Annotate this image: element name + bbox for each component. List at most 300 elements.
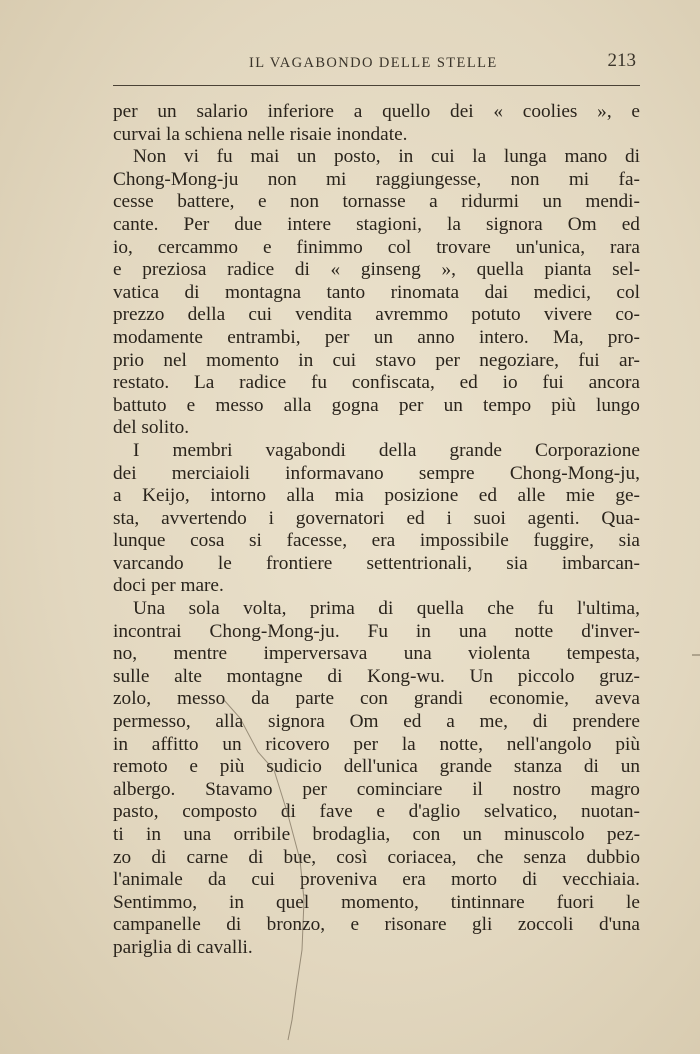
word: proveniva bbox=[300, 869, 378, 891]
word: zolo, bbox=[113, 688, 152, 710]
text-line bbox=[113, 869, 640, 892]
word: io, bbox=[113, 236, 133, 258]
text-line bbox=[113, 395, 640, 418]
word: aveva bbox=[594, 688, 640, 710]
word: Corporazione bbox=[535, 439, 640, 461]
word: mie bbox=[565, 485, 595, 507]
word: economie, bbox=[489, 688, 569, 710]
word: notte, bbox=[439, 733, 483, 755]
word: fuori bbox=[556, 891, 595, 913]
word: mano bbox=[564, 146, 608, 168]
text-line bbox=[113, 575, 640, 598]
word: montagne bbox=[226, 665, 303, 687]
text-line bbox=[113, 688, 640, 711]
word: fuggire, bbox=[533, 530, 594, 552]
word: una bbox=[183, 824, 212, 845]
word: vi bbox=[183, 146, 199, 168]
word: un bbox=[542, 191, 562, 213]
word: Chong-Mong-ju, bbox=[509, 462, 640, 484]
word: i bbox=[268, 507, 274, 529]
word: Fu bbox=[367, 620, 388, 642]
word: albergo. bbox=[113, 778, 176, 800]
text-line bbox=[113, 169, 640, 192]
text-line bbox=[113, 508, 640, 531]
word: cercammo bbox=[157, 236, 239, 258]
word: intero. bbox=[478, 326, 529, 348]
word: di bbox=[226, 914, 242, 936]
word: Kong-wu. bbox=[367, 665, 445, 687]
word: lunque bbox=[113, 530, 166, 552]
text-line bbox=[113, 237, 640, 260]
word: intorno bbox=[210, 485, 266, 507]
word: pasto, bbox=[113, 801, 159, 823]
word: brodaglia, bbox=[312, 824, 391, 845]
word: più bbox=[615, 733, 640, 755]
word: mai bbox=[250, 146, 280, 168]
word: Un bbox=[469, 665, 494, 687]
word: a bbox=[113, 485, 122, 507]
word: risonare bbox=[384, 914, 447, 936]
word: una bbox=[403, 643, 432, 665]
word: cui bbox=[431, 146, 455, 168]
word: e bbox=[262, 236, 272, 258]
word: radice bbox=[227, 259, 275, 281]
word: d'inver- bbox=[581, 620, 640, 642]
word: per bbox=[435, 349, 460, 371]
text-line bbox=[113, 485, 640, 508]
word: tanto bbox=[326, 281, 366, 303]
word: ge- bbox=[615, 485, 640, 507]
text-line bbox=[113, 372, 640, 395]
word: quel bbox=[276, 891, 310, 913]
word: fui bbox=[542, 372, 564, 394]
word: fa- bbox=[618, 168, 640, 190]
word: per bbox=[353, 733, 379, 755]
text-line bbox=[113, 350, 640, 373]
word: vendita bbox=[295, 304, 352, 326]
word: parte bbox=[295, 688, 335, 710]
word: La bbox=[194, 372, 215, 394]
text-line bbox=[113, 756, 640, 779]
word: Ma, bbox=[553, 326, 584, 348]
word: radice bbox=[239, 372, 287, 394]
word: e bbox=[113, 259, 122, 281]
word: varcando bbox=[113, 552, 184, 574]
word: ed bbox=[478, 485, 497, 507]
text-line bbox=[113, 937, 640, 960]
word: frontiere bbox=[265, 552, 333, 574]
word: ginseng bbox=[360, 259, 421, 281]
word: informavano bbox=[285, 462, 384, 484]
word: Om bbox=[567, 213, 597, 235]
text-line bbox=[113, 214, 640, 237]
word: nuotan- bbox=[581, 801, 640, 823]
word: pianta bbox=[544, 259, 592, 281]
word: sempre bbox=[418, 462, 475, 484]
word: tempo bbox=[482, 394, 532, 416]
word: più bbox=[551, 394, 576, 416]
word: di bbox=[294, 259, 310, 281]
word: stavo bbox=[375, 349, 417, 371]
word: io bbox=[502, 372, 518, 394]
word: dell'unica bbox=[343, 756, 418, 778]
word: con bbox=[412, 824, 441, 845]
word: medici, bbox=[533, 281, 591, 303]
word: zo bbox=[113, 846, 132, 868]
word: affitto bbox=[151, 733, 199, 755]
text-line bbox=[113, 146, 640, 169]
word: vecchiaia. bbox=[562, 869, 640, 891]
word: della bbox=[378, 439, 417, 461]
word: dubbio bbox=[586, 846, 640, 868]
word: una bbox=[458, 620, 487, 642]
word: prendere bbox=[572, 711, 640, 733]
text-line bbox=[113, 282, 640, 305]
text-line bbox=[113, 711, 640, 734]
word: notte bbox=[514, 620, 554, 642]
word: in bbox=[398, 146, 414, 168]
word: cante. bbox=[113, 213, 159, 235]
text-line bbox=[113, 734, 640, 757]
word: di bbox=[583, 756, 599, 778]
text-line bbox=[113, 440, 640, 463]
word: signora bbox=[485, 213, 543, 235]
word: un bbox=[373, 326, 393, 348]
word: Qua- bbox=[601, 507, 640, 529]
running-title: IL VAGABONDO DELLE STELLE bbox=[249, 55, 498, 71]
word: vatica bbox=[113, 281, 160, 303]
text-line bbox=[113, 191, 640, 214]
word: », bbox=[597, 101, 612, 122]
word: fu bbox=[311, 372, 328, 394]
header-rule bbox=[113, 85, 640, 86]
word: tintinnare bbox=[450, 891, 525, 913]
word: coriacea, bbox=[387, 846, 457, 868]
word: un bbox=[443, 394, 463, 416]
word: mendi- bbox=[585, 191, 640, 213]
word: la bbox=[472, 146, 487, 168]
word: da bbox=[251, 688, 270, 710]
word: co- bbox=[615, 304, 640, 326]
word: imperversava bbox=[263, 643, 368, 665]
word: un bbox=[222, 733, 242, 755]
word: rinomata bbox=[390, 281, 460, 303]
word: tempesta, bbox=[566, 643, 640, 665]
word: coolies bbox=[522, 101, 578, 122]
word: nel bbox=[163, 349, 187, 371]
word: vagabondi bbox=[265, 439, 346, 461]
word: I bbox=[133, 439, 140, 461]
word: remoto bbox=[113, 756, 168, 778]
word: avvertendo bbox=[161, 507, 247, 529]
word: gogna bbox=[331, 394, 379, 416]
word: Stavamo bbox=[205, 778, 273, 800]
text-line bbox=[113, 530, 640, 553]
word: carne bbox=[186, 846, 229, 868]
word: lunga bbox=[503, 146, 547, 168]
word: pro- bbox=[607, 326, 640, 348]
word: la bbox=[401, 733, 416, 755]
word: trovare bbox=[436, 236, 491, 258]
word: dai bbox=[484, 281, 509, 303]
word: un bbox=[620, 756, 640, 778]
word: restato. bbox=[113, 372, 170, 394]
word: Sentimmo, bbox=[113, 891, 198, 913]
body-text bbox=[113, 101, 640, 960]
word: fave bbox=[319, 801, 353, 823]
word: permesso, bbox=[113, 711, 191, 733]
word: prezzo bbox=[113, 304, 165, 326]
word: fui bbox=[578, 349, 600, 371]
word: di bbox=[522, 869, 538, 891]
word: selvatico, bbox=[483, 801, 558, 823]
word: modamente bbox=[113, 326, 203, 348]
word: era bbox=[402, 869, 426, 891]
word: Chong-Mong-ju. bbox=[209, 620, 340, 642]
word: e bbox=[376, 801, 385, 823]
word: di bbox=[184, 281, 200, 303]
text-line bbox=[113, 892, 640, 915]
word: in bbox=[146, 824, 162, 845]
word: alte bbox=[174, 665, 202, 687]
word: e bbox=[350, 914, 360, 936]
word: sudicio bbox=[266, 756, 322, 778]
word: ed bbox=[406, 507, 425, 529]
text-line bbox=[113, 101, 640, 124]
word: agenti. bbox=[527, 507, 580, 529]
word: un bbox=[462, 824, 482, 845]
word: d'aglio bbox=[408, 801, 461, 823]
word: grande bbox=[439, 756, 493, 778]
text-line bbox=[113, 847, 640, 870]
word: Una bbox=[133, 598, 166, 620]
word: ricovero bbox=[265, 733, 330, 755]
word: fu bbox=[537, 598, 554, 620]
word: quello bbox=[382, 101, 431, 122]
word: battuto bbox=[113, 394, 167, 416]
word: da bbox=[208, 869, 227, 891]
word: di bbox=[378, 598, 394, 620]
word: confiscata, bbox=[351, 372, 435, 394]
word: era bbox=[371, 530, 396, 552]
word: pez- bbox=[606, 824, 640, 845]
word: signora bbox=[268, 711, 325, 733]
word: dei bbox=[113, 462, 137, 484]
word: a bbox=[446, 711, 455, 733]
word: prio bbox=[113, 349, 145, 371]
word: e bbox=[631, 101, 640, 122]
word: « bbox=[330, 259, 341, 281]
word: più bbox=[219, 756, 245, 778]
word: raggiungesse, bbox=[375, 168, 482, 190]
word: sel- bbox=[612, 259, 640, 281]
text-line bbox=[113, 417, 640, 440]
word: rara bbox=[609, 236, 640, 258]
word: campanelle bbox=[113, 914, 201, 936]
word: magro bbox=[590, 778, 640, 800]
word: per bbox=[398, 394, 424, 416]
word: per bbox=[302, 778, 327, 800]
word: che bbox=[476, 846, 504, 868]
word: piccolo bbox=[517, 665, 575, 687]
text-line bbox=[113, 643, 640, 666]
word: col bbox=[616, 281, 640, 303]
word: cesse bbox=[113, 191, 154, 213]
word: cui bbox=[251, 869, 275, 891]
word: alla bbox=[286, 485, 315, 507]
word: », bbox=[441, 259, 456, 281]
text-line bbox=[113, 463, 640, 486]
word: gli bbox=[472, 914, 493, 936]
word: vivere bbox=[543, 304, 593, 326]
word: di bbox=[327, 665, 343, 687]
word: quella bbox=[416, 598, 464, 620]
text-line bbox=[113, 666, 640, 689]
word: sulle bbox=[113, 665, 150, 687]
word: intere bbox=[287, 213, 332, 235]
word: un bbox=[157, 101, 177, 122]
line-text: curvai la schiena nelle risaie inondate. bbox=[113, 123, 408, 145]
text-line bbox=[113, 824, 640, 847]
word: la bbox=[446, 213, 461, 235]
word: finimmo bbox=[296, 236, 363, 258]
word: ed bbox=[621, 213, 640, 235]
word: inferiore bbox=[267, 101, 334, 122]
word: si bbox=[249, 530, 262, 552]
word: ed bbox=[459, 372, 478, 394]
text-line bbox=[113, 801, 640, 824]
word: impossibile bbox=[419, 530, 509, 552]
word: alla bbox=[283, 394, 312, 416]
page-number: 213 bbox=[607, 50, 636, 71]
word: i bbox=[446, 507, 452, 529]
text-line bbox=[113, 124, 640, 147]
word: mentre bbox=[173, 643, 228, 665]
word: montagna bbox=[225, 281, 302, 303]
word: per bbox=[113, 101, 138, 122]
word: imbarcan- bbox=[561, 552, 640, 574]
text-line bbox=[113, 259, 640, 282]
word: in bbox=[415, 620, 431, 642]
word: nell'angolo bbox=[506, 733, 592, 755]
word: bue, bbox=[283, 846, 317, 868]
word: sta, bbox=[113, 507, 140, 529]
word: composto bbox=[182, 801, 258, 823]
word: no, bbox=[113, 643, 138, 665]
word: Keijo, bbox=[142, 485, 190, 507]
line-text: del solito. bbox=[113, 417, 190, 439]
word: morto bbox=[450, 869, 498, 891]
word: non bbox=[290, 191, 319, 213]
word: alle bbox=[517, 485, 546, 507]
word: ed bbox=[403, 711, 422, 733]
word: non bbox=[267, 168, 297, 190]
word: d'una bbox=[598, 914, 640, 936]
word: stanza bbox=[513, 756, 563, 778]
line-text: pariglia di cavalli. bbox=[113, 936, 253, 958]
word: « bbox=[493, 101, 504, 122]
word: negoziare, bbox=[479, 349, 559, 371]
text-line bbox=[113, 304, 640, 327]
word: stagioni, bbox=[356, 213, 422, 235]
word: le bbox=[217, 552, 232, 574]
word: della bbox=[187, 304, 226, 326]
word: Non bbox=[133, 146, 167, 168]
word: e bbox=[257, 191, 267, 213]
word: momento, bbox=[341, 891, 419, 913]
word: di bbox=[625, 146, 640, 168]
line-text: doci per mare. bbox=[113, 575, 224, 597]
text-line bbox=[113, 914, 640, 937]
word: ar- bbox=[618, 349, 640, 371]
word: in bbox=[229, 891, 245, 913]
word: a bbox=[429, 191, 438, 213]
word: merciaioli bbox=[171, 462, 250, 484]
word: facesse, bbox=[286, 530, 348, 552]
word: e bbox=[186, 394, 196, 416]
word: sia bbox=[618, 530, 640, 552]
text-line bbox=[113, 553, 640, 576]
word: lungo bbox=[596, 394, 640, 416]
word: gruz- bbox=[599, 665, 640, 687]
word: il bbox=[472, 778, 483, 800]
word: grande bbox=[449, 439, 502, 461]
word: alla bbox=[215, 711, 244, 733]
word: ridurmi bbox=[461, 191, 520, 213]
word: potuto bbox=[471, 304, 521, 326]
word: le bbox=[626, 891, 640, 913]
word: un bbox=[297, 146, 317, 168]
word: mia bbox=[334, 485, 364, 507]
word: Om bbox=[349, 711, 379, 733]
word: in bbox=[298, 349, 314, 371]
word: cominciare bbox=[356, 778, 443, 800]
word: due bbox=[234, 213, 263, 235]
word: in bbox=[113, 733, 128, 755]
word: suoi bbox=[473, 507, 506, 529]
word: posizione bbox=[384, 485, 459, 507]
word: membri bbox=[172, 439, 233, 461]
word: bronzo, bbox=[266, 914, 326, 936]
word: cui bbox=[332, 349, 357, 371]
word: anno bbox=[417, 326, 455, 348]
word: posto, bbox=[334, 146, 381, 168]
word: di bbox=[280, 801, 296, 823]
text-line bbox=[113, 621, 640, 644]
word: momento bbox=[206, 349, 279, 371]
word: nostro bbox=[512, 778, 561, 800]
word: entrambi, bbox=[227, 326, 301, 348]
word: minuscolo bbox=[504, 824, 585, 845]
word: così bbox=[336, 846, 368, 868]
word: senza bbox=[523, 846, 567, 868]
word: sia bbox=[506, 552, 528, 574]
word: dei bbox=[450, 101, 474, 122]
word: avremmo bbox=[375, 304, 449, 326]
word: messo bbox=[215, 394, 264, 416]
word: non bbox=[510, 168, 540, 190]
word: volta, bbox=[243, 598, 287, 620]
word: settentrionali, bbox=[366, 552, 473, 574]
word: ancora bbox=[588, 372, 640, 394]
word: sola bbox=[188, 598, 220, 620]
word: un'unica, bbox=[515, 236, 586, 258]
word: a bbox=[353, 101, 363, 122]
word: quella bbox=[476, 259, 524, 281]
word: di bbox=[151, 846, 167, 868]
word: di bbox=[532, 711, 548, 733]
word: e bbox=[189, 756, 198, 778]
